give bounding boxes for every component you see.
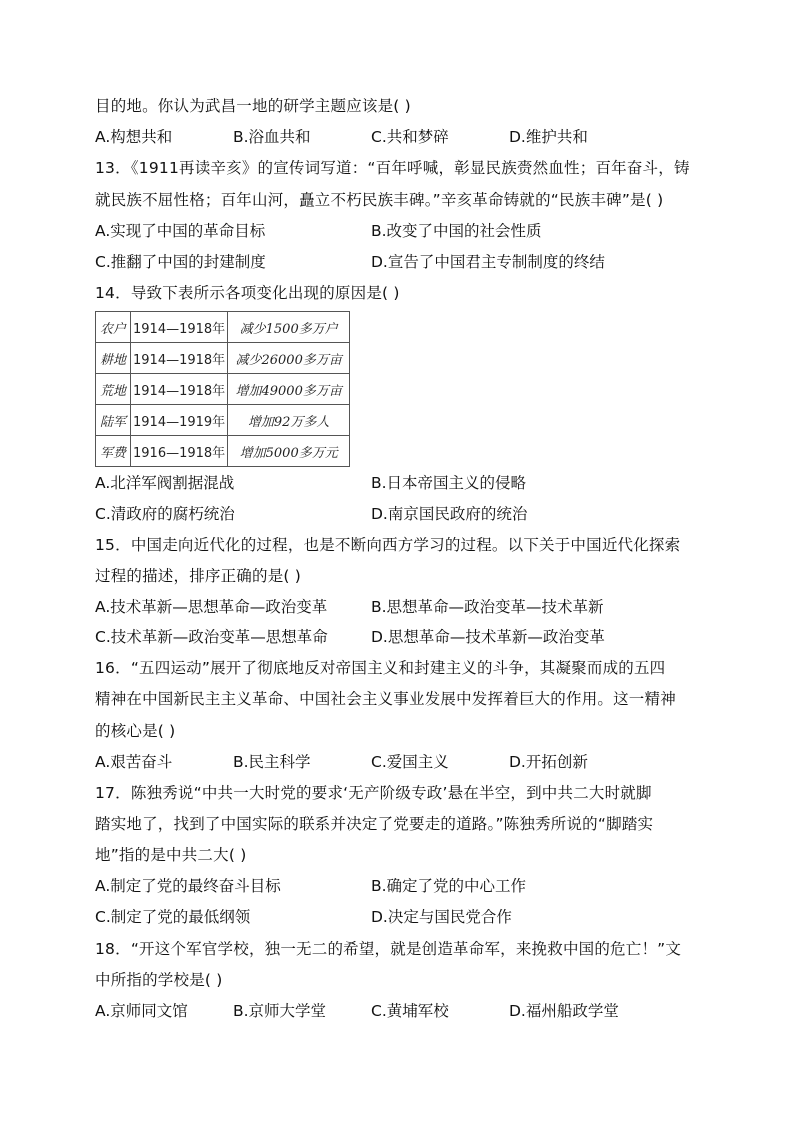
q15-options-row-2 [95, 626, 705, 648]
q17-options-row-1 [95, 875, 705, 897]
q17-stem-line-3: 地”指的是中共二大( ) [95, 846, 247, 864]
q18-stem-line-1: 18．“开这个军官学校，独一无二的希望，就是创造革命军，来挽救中国的危亡！”文 [95, 940, 682, 958]
q14-option-b[interactable]: B.日本帝国主义的侵略 [371, 474, 527, 492]
q17-stem-line-1: 17．陈独秀说“中共一大时党的要求‘无产阶级专政’悬在半空，到中共二大时就脚 [95, 784, 652, 802]
q16-stem-line-1: 16．“五四运动”展开了彻底地反对帝国主义和封建主义的斗争，其凝聚而成的五四 [95, 659, 666, 677]
q12-option-a[interactable]: A.构想共和 [95, 128, 173, 146]
table-row [96, 405, 350, 436]
q17-option-b[interactable]: B.确定了党的中心工作 [371, 877, 527, 895]
q18-options [95, 1000, 705, 1022]
q13-option-b[interactable]: B.改变了中国的社会性质 [371, 222, 542, 240]
q13-stem-line-1: 13．《1911再读辛亥》的宣传词写道：“百年呼喊，彰显民族赍然血性；百年奋斗，铸 [95, 159, 690, 177]
table-row [96, 343, 350, 374]
q16-option-b[interactable]: B.民主科学 [233, 753, 311, 771]
table-cell: 减少26000多万亩 [228, 343, 350, 374]
q14-options-row-2 [95, 503, 705, 525]
q12-options [95, 126, 705, 148]
q13-options-row-2 [95, 251, 705, 273]
q12-option-b[interactable]: B.浴血共和 [233, 128, 311, 146]
q18-option-d[interactable]: D.福州船政学堂 [509, 1002, 619, 1020]
table-row [96, 312, 350, 343]
q15-option-c[interactable]: C.技术革新—政治变革—思想革命 [95, 628, 328, 646]
q13-option-a[interactable]: A.实现了中国的革命目标 [95, 222, 266, 240]
q16-option-d[interactable]: D.开拓创新 [509, 753, 588, 771]
q15-stem-line-2: 过程的描述，排序正确的是( ) [95, 567, 302, 585]
q15-option-a[interactable]: A.技术革新—思想革命—政治变革 [95, 598, 328, 616]
q14-option-a[interactable]: A.北洋军阀割据混战 [95, 474, 235, 492]
q15-options-row-1 [95, 596, 705, 618]
q13-option-c[interactable]: C.推翻了中国的封建制度 [95, 253, 266, 271]
table-cell: 农户 [96, 312, 131, 343]
table-row [96, 436, 350, 467]
q14-table-wrapper [95, 311, 350, 467]
q13-option-d[interactable]: D.宣告了中国君主专制制度的终结 [371, 253, 605, 271]
q18-stem-line-2: 中所指的学校是( ) [95, 971, 223, 989]
q15-stem-line-1: 15．中国走向近代化的过程，也是不断向西方学习的过程。以下关于中国近代化探索 [95, 536, 681, 554]
q17-stem-line-2: 踏实地了，找到了中国实际的联系并决定了党要走的道路。”陈独秀所说的“脚踏实 [95, 815, 654, 833]
table-cell: 增加5000多万元 [228, 436, 350, 467]
q16-option-c[interactable]: C.爱国主义 [371, 753, 449, 771]
q14-option-d[interactable]: D.南京国民政府的统治 [371, 505, 528, 523]
table-cell: 1916—1918年 [131, 436, 228, 467]
q13-stem-line-2: 就民族不屈性格；百年山河，矗立不朽民族丰碑。”辛亥革命铸就的“民族丰碑”是( ) [95, 191, 664, 209]
q14-options-row-1 [95, 472, 705, 494]
q14-data-table [95, 311, 350, 467]
table-cell: 1914—1918年 [131, 343, 228, 374]
q16-stem-line-2: 精神在中国新民主主义革命、中国社会主义事业发展中发挥着巨大的作用。这一精神 [95, 690, 676, 708]
q14-stem-line-1: 14．导致下表所示各项变化出现的原因是( ) [95, 284, 400, 302]
q17-option-a[interactable]: A.制定了党的最终奋斗目标 [95, 877, 281, 895]
table-cell: 陆军 [96, 405, 131, 436]
table-row [96, 374, 350, 405]
table-cell: 增加92万多人 [228, 405, 350, 436]
table-cell: 军费 [96, 436, 131, 467]
q12-option-c[interactable]: C.共和梦碎 [371, 128, 449, 146]
table-cell: 荒地 [96, 374, 131, 405]
q13-options-row-1 [95, 220, 705, 242]
table-cell: 1914—1919年 [131, 405, 228, 436]
q12-option-d[interactable]: D.维护共和 [509, 128, 588, 146]
q17-options-row-2 [95, 906, 705, 928]
q16-stem-line-3: 的核心是( ) [95, 722, 176, 740]
q18-option-a[interactable]: A.京师同文馆 [95, 1002, 188, 1020]
q14-option-c[interactable]: C.清政府的腐朽统治 [95, 505, 235, 523]
q18-option-b[interactable]: B.京师大学堂 [233, 1002, 327, 1020]
table-cell: 1914—1918年 [131, 312, 228, 343]
q15-option-d[interactable]: D.思想革命—技术革新—政治变革 [371, 628, 605, 646]
q12-stem-line-1: 目的地。你认为武昌一地的研学主题应该是( ) [95, 97, 411, 115]
q17-option-d[interactable]: D.决定与国民党合作 [371, 908, 512, 926]
q15-option-b[interactable]: B.思想革命—政治变革—技术革新 [371, 598, 604, 616]
q16-option-a[interactable]: A.艰苦奋斗 [95, 753, 173, 771]
table-cell: 耕地 [96, 343, 131, 374]
q17-option-c[interactable]: C.制定了党的最低纲领 [95, 908, 251, 926]
q16-options [95, 751, 705, 773]
table-cell: 增加49000多万亩 [228, 374, 350, 405]
q18-option-c[interactable]: C.黄埔军校 [371, 1002, 449, 1020]
table-cell: 1914—1918年 [131, 374, 228, 405]
table-cell: 减少1500多万户 [228, 312, 350, 343]
